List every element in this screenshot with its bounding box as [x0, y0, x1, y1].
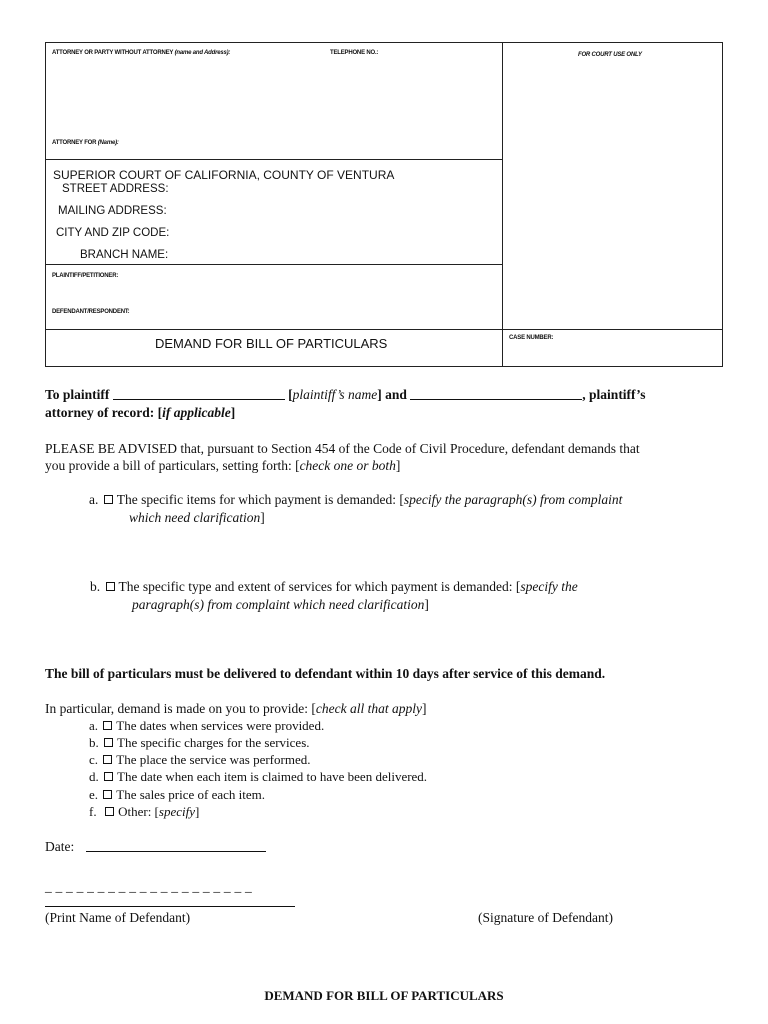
- attorney-name-blank[interactable]: [410, 387, 582, 400]
- particular-intro: In particular, demand is made on you to provide: [check all that apply]: [45, 701, 427, 716]
- list-item: a. The dates when services were provided.: [89, 718, 325, 733]
- date-line: Date:: [45, 838, 266, 855]
- attorney-record-line: attorney of record: [if applicable]: [45, 405, 236, 420]
- column-divider: [502, 43, 503, 366]
- deadline-notice: The bill of particulars must be delivered to defendant within 10 days after service of this demand.: [45, 666, 606, 681]
- city-zip-label: CITY AND ZIP CODE:: [56, 227, 170, 239]
- case-number-label: CASE NUMBER:: [509, 335, 554, 341]
- checkbox-item-b[interactable]: [106, 582, 115, 591]
- list-item: e. The sales price of each item.: [89, 787, 265, 802]
- list-item: d. The date when each item is claimed to have been delivered.: [89, 769, 428, 784]
- checkbox-list-a[interactable]: [103, 721, 112, 730]
- attorney-for-label: ATTORNEY FOR (Name):: [52, 140, 119, 146]
- dashed-line: _ _ _ _ _ _ _ _ _ _ _ _ _ _ _ _ _ _ _ _: [45, 879, 252, 894]
- checkbox-list-b[interactable]: [104, 738, 113, 747]
- court-name: SUPERIOR COURT OF CALIFORNIA, COUNTY OF VENTURA: [53, 168, 395, 182]
- mailing-address-label: MAILING ADDRESS:: [58, 205, 167, 217]
- advised-line-2: you provide a bill of particulars, setting forth: [check one or both]: [45, 458, 401, 473]
- document-title: DEMAND FOR BILL OF PARTICULARS: [155, 336, 388, 351]
- checkbox-item-a[interactable]: [104, 495, 113, 504]
- footer-title: DEMAND FOR BILL OF PARTICULARS: [264, 988, 504, 1003]
- branch-name-label: BRANCH NAME:: [80, 249, 169, 261]
- divider-court: [46, 264, 502, 265]
- attorney-label: ATTORNEY OR PARTY WITHOUT ATTORNEY (name and Address):: [52, 50, 231, 56]
- print-name-label: (Print Name of Defendant): [45, 910, 191, 925]
- item-b-cont: paragraph(s) from complaint which need clarification]: [132, 597, 429, 612]
- list-item: c. The place the service was performed.: [89, 752, 311, 767]
- item-a-cont: which need clarification]: [129, 510, 265, 525]
- checkbox-list-c[interactable]: [103, 755, 112, 764]
- defendant-label: DEFENDANT/RESPONDENT:: [52, 309, 130, 315]
- telephone-label: TELEPHONE NO.:: [330, 50, 379, 56]
- to-plaintiff-line: To plaintiff [plaintiff’s name] and , plaintiff’s: [45, 387, 646, 402]
- divider-attorney: [46, 159, 502, 160]
- item-a: a. The specific items for which payment is demanded: [specify the paragraph(s) from complaint: [89, 492, 623, 507]
- plaintiff-label: PLAINTIFF/PETITIONER:: [52, 273, 119, 279]
- list-item: b. The specific charges for the services.: [89, 735, 310, 750]
- checkbox-list-e[interactable]: [103, 790, 112, 799]
- signature-label: (Signature of Defendant): [478, 910, 613, 925]
- list-item-other: f. Other: [specify]: [89, 804, 200, 819]
- advised-line-1: PLEASE BE ADVISED that, pursuant to Section 454 of the Code of Civil Procedure, defendant demands that: [45, 441, 640, 456]
- court-use-label: FOR COURT USE ONLY: [578, 52, 642, 58]
- plaintiff-name-blank[interactable]: [113, 387, 285, 400]
- date-blank[interactable]: [86, 839, 266, 852]
- checkbox-list-f[interactable]: [105, 807, 114, 816]
- print-name-line[interactable]: [45, 906, 295, 907]
- checkbox-list-d[interactable]: [104, 772, 113, 781]
- divider-title: [46, 329, 722, 330]
- item-b: b. The specific type and extent of services for which payment is demanded: [specify the: [90, 579, 578, 594]
- street-address-label: STREET ADDRESS:: [62, 183, 169, 195]
